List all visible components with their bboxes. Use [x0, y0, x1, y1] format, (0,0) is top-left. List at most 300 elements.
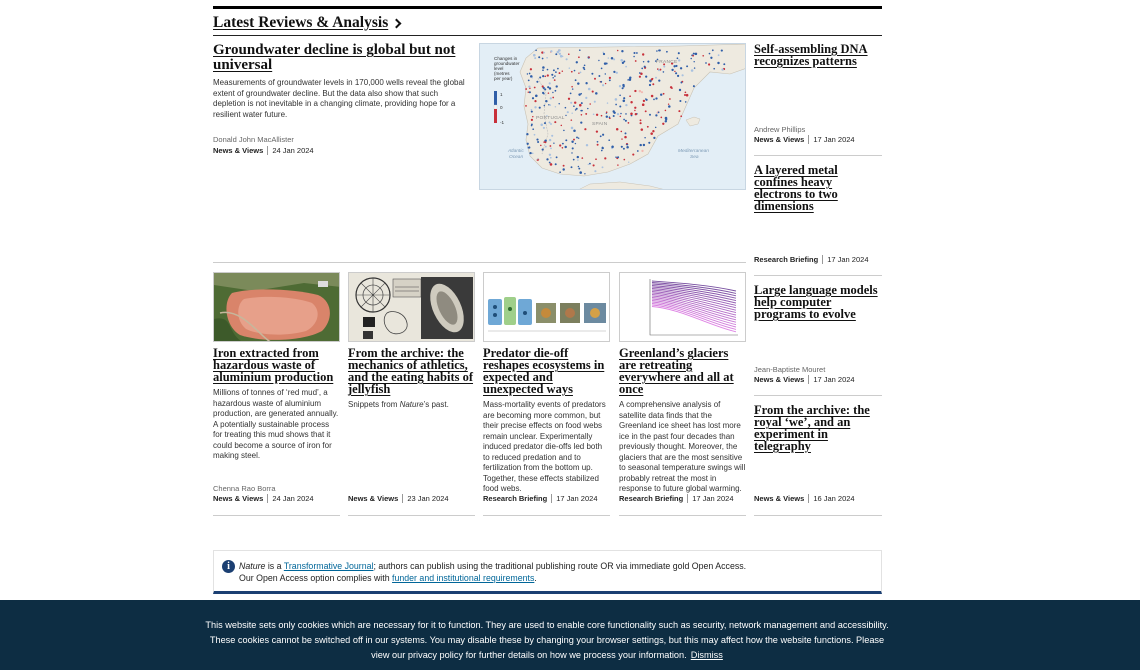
well-dot [640, 144, 642, 146]
well-dot [556, 156, 558, 158]
well-dot [584, 128, 586, 130]
well-dot [555, 163, 557, 165]
meta-divider [808, 375, 809, 384]
right-article-3 [754, 284, 882, 396]
open-access-line-2 [239, 572, 746, 584]
cookie-banner [0, 600, 1140, 670]
well-dot [663, 66, 665, 68]
card-article-4-summary: A comprehensive analysis of satellite data finds that the Greenland ice sheet has lost more ice in the past four decades than previously thought. Moreover, the glaciers that are the most sensitive to seasonal temperature swings will probably retreat the most in response to future global warming. [619, 400, 746, 493]
well-dot [591, 73, 593, 75]
well-dot [545, 146, 547, 148]
card-article-2-title[interactable]: From the archive: the mechanics of athletics, and the eating habits of jellyfish [348, 346, 474, 396]
well-dot [573, 159, 575, 161]
well-dot [643, 61, 644, 62]
well-dot [605, 73, 606, 74]
well-dot [680, 82, 682, 84]
well-dot [542, 66, 545, 69]
well-dot [565, 107, 567, 109]
well-dot [543, 52, 545, 54]
well-dot [549, 122, 551, 124]
well-dot [721, 68, 723, 70]
well-dot [645, 98, 647, 100]
well-dot [627, 79, 629, 81]
well-dot [575, 143, 576, 144]
article-type: Research Briefing [754, 255, 819, 264]
section-title-link[interactable]: Latest Reviews & Analysis [213, 14, 389, 31]
well-dot [579, 49, 581, 51]
well-dot [634, 107, 636, 109]
well-dot [616, 128, 619, 131]
well-dot [653, 99, 655, 101]
well-dot [626, 146, 629, 149]
well-dot [555, 71, 557, 73]
well-dot [571, 152, 572, 153]
well-dot [533, 54, 536, 57]
well-dot [546, 57, 548, 59]
well-dot [588, 56, 590, 58]
well-dot [586, 144, 588, 146]
well-dot [531, 125, 533, 127]
well-dot [562, 56, 564, 58]
well-dot [652, 130, 654, 132]
well-dot [639, 76, 641, 78]
card-article-1-author: Chenna Rao Borra [213, 484, 276, 493]
transformative-journal-link[interactable]: Transformative Journal [283, 561, 374, 571]
well-dot [584, 173, 585, 174]
well-dot [545, 100, 547, 102]
well-dot [568, 53, 570, 55]
well-dot [544, 122, 546, 124]
well-dot [544, 105, 546, 107]
well-dot [601, 68, 603, 70]
right-article-1 [754, 43, 882, 156]
well-dot [593, 164, 595, 166]
well-dot [530, 68, 532, 70]
well-dot [536, 139, 538, 141]
well-dot [542, 92, 544, 94]
well-dot [602, 84, 604, 86]
well-dot [621, 138, 622, 139]
open-access-notice [213, 550, 882, 594]
well-dot [567, 111, 569, 113]
well-dot [666, 51, 668, 53]
well-dot [684, 94, 686, 96]
archive-illustration-image[interactable] [348, 272, 475, 342]
well-dot [550, 123, 552, 125]
article-type: News & Views [754, 375, 805, 384]
article-type: News & Views [213, 146, 264, 155]
well-dot [549, 139, 551, 141]
well-dot [604, 157, 606, 159]
iberia-map-graphic [480, 44, 746, 190]
well-dot [531, 109, 533, 111]
article-date: 17 Jan 2024 [813, 135, 855, 144]
right-article-4 [754, 404, 882, 516]
well-dot [662, 123, 664, 125]
well-dot [636, 52, 638, 54]
well-dot [529, 91, 531, 93]
well-dot [694, 67, 695, 68]
well-dot [616, 72, 618, 74]
well-dot [677, 57, 679, 59]
article-type: Research Briefing [483, 494, 548, 503]
well-dot [602, 166, 604, 168]
legend-tick-minus1: -1 [500, 120, 505, 125]
well-dot [527, 143, 529, 145]
well-dot [566, 58, 568, 60]
well-dot [604, 62, 607, 65]
well-dot [562, 143, 564, 145]
well-dot [668, 103, 669, 104]
well-dot [581, 157, 583, 159]
well-dot [680, 67, 682, 69]
well-dot [640, 119, 642, 121]
well-dot [525, 88, 527, 90]
well-dot [565, 139, 567, 141]
well-dot [542, 85, 544, 87]
well-dot [649, 84, 651, 86]
well-dot [669, 98, 671, 100]
well-dot [550, 97, 552, 99]
well-dot [568, 98, 570, 100]
well-dot [559, 171, 561, 173]
well-dot [679, 89, 681, 91]
well-dot [595, 92, 598, 95]
well-dot [723, 63, 725, 65]
well-dot [537, 141, 539, 143]
card-article-3-meta [483, 494, 598, 503]
card-article-3-title[interactable]: Predator die-off reshapes ecosystems in expected and unexpected ways [483, 346, 605, 396]
legend-title-2: groundwater [494, 61, 520, 66]
card-article-4-meta [619, 494, 734, 503]
well-dot [534, 100, 536, 102]
well-dot [624, 159, 626, 161]
well-dot [641, 128, 644, 131]
well-dot [673, 65, 675, 67]
well-dot [634, 110, 635, 111]
well-dot [606, 116, 608, 118]
well-dot [546, 158, 548, 160]
right-article-4-title[interactable]: From the archive: the royal ‘we’, and an experiment in telegraphy [754, 403, 870, 453]
well-dot [613, 58, 615, 60]
well-dot [622, 87, 624, 89]
well-dot [579, 171, 582, 174]
well-dot [630, 101, 632, 103]
well-dot [550, 157, 552, 159]
well-dot [602, 147, 604, 149]
well-dot [559, 72, 561, 74]
well-dot [535, 95, 538, 98]
well-dot [539, 107, 541, 109]
well-dot [578, 56, 580, 58]
well-dot [556, 85, 558, 87]
well-dot [643, 144, 645, 146]
well-dot [601, 115, 603, 117]
well-dot [608, 139, 610, 141]
well-dot [528, 147, 530, 149]
well-dot [574, 101, 576, 103]
label-atlantic-2: Ocean [509, 155, 524, 160]
well-dot [596, 114, 598, 116]
well-dot [609, 116, 611, 118]
well-dot [619, 95, 621, 97]
well-dot [554, 79, 556, 81]
well-dot [537, 159, 538, 160]
well-dot [577, 82, 579, 84]
well-dot [571, 127, 574, 130]
well-dot [617, 50, 619, 52]
well-dot [685, 91, 687, 93]
well-dot [691, 69, 694, 72]
well-dot [529, 88, 530, 89]
lead-article [213, 43, 471, 155]
well-dot [615, 104, 617, 106]
well-dot [576, 136, 578, 138]
well-dot [613, 110, 615, 112]
legend-title-4: (metres [494, 71, 510, 76]
well-dot [549, 82, 551, 84]
balearic-islands [686, 117, 700, 126]
well-dot [623, 97, 625, 99]
well-dot [658, 69, 660, 71]
well-dot [585, 97, 587, 99]
groundwater-map-image[interactable] [479, 43, 746, 190]
well-dot [597, 144, 599, 146]
well-dot [575, 79, 577, 81]
well-dot [580, 110, 582, 112]
well-dot [534, 87, 536, 89]
red-mud-photo[interactable] [213, 272, 340, 342]
well-dot [534, 106, 536, 108]
right-article-3-title[interactable]: Large language models help computer programs to evolve [754, 283, 878, 321]
well-dot [625, 120, 627, 122]
glacier-retreat-chart-image[interactable] [619, 272, 746, 342]
well-dot [583, 67, 585, 69]
well-dot [531, 119, 533, 121]
section-header[interactable] [213, 9, 882, 36]
predator-experiment-diagram[interactable] [483, 272, 610, 342]
map-legend [494, 56, 520, 125]
well-dot [552, 77, 554, 79]
well-dot [622, 84, 624, 86]
well-dot [535, 50, 537, 52]
well-dot [594, 170, 596, 172]
well-dot [609, 79, 611, 81]
well-dot [581, 114, 583, 116]
article-date: 24 Jan 2024 [272, 494, 314, 503]
well-dot [532, 152, 534, 154]
iberian-peninsula-land [520, 44, 746, 176]
well-dot [650, 81, 652, 83]
well-dot [574, 70, 576, 72]
well-dot [648, 142, 650, 144]
well-dot [619, 85, 621, 87]
well-dot [656, 50, 658, 52]
well-dot [621, 50, 623, 52]
well-dot [573, 130, 576, 133]
well-dot [721, 50, 723, 52]
label-portugal: PORTUGAL [536, 116, 565, 121]
well-dot [581, 102, 583, 104]
well-dot [625, 113, 627, 115]
well-dot [577, 159, 578, 160]
well-dot [571, 112, 572, 113]
well-dot [677, 75, 679, 77]
right-article-1-meta [754, 135, 855, 144]
well-dot [633, 56, 635, 58]
well-dot [588, 88, 591, 91]
well-dot [668, 105, 671, 108]
well-dot [628, 162, 629, 163]
right-article-1-title[interactable]: Self-assembling DNA recognizes patterns [754, 42, 868, 68]
lead-article-title[interactable]: Groundwater decline is global but not universal [213, 42, 456, 73]
well-dot [580, 72, 582, 74]
well-dot [619, 106, 621, 108]
lead-article-author: Donald John MacAllister [213, 135, 294, 144]
well-dot [613, 115, 615, 117]
well-dot [548, 92, 550, 94]
funder-requirements-link[interactable]: funder and institutional requirements [392, 573, 535, 583]
well-dot [563, 130, 565, 132]
well-dot [553, 142, 554, 143]
well-dot [617, 164, 618, 165]
well-dot [532, 128, 534, 130]
card-article-1-meta [213, 494, 314, 503]
lead-article-summary: Measurements of groundwater levels in 170,000 wells reveal the global extent of groundwater decline. But the data also show that such depletion is not inevitable in a changing climate, providing hope for a resilient water future. [213, 78, 465, 119]
well-dot [557, 68, 559, 70]
well-dot [542, 58, 544, 60]
well-dot [580, 93, 582, 95]
lead-article-meta [213, 146, 471, 155]
well-dot [562, 147, 564, 149]
well-dot [528, 85, 530, 87]
right-article-2-title[interactable]: A layered metal confines heavy electrons to two dimensions [754, 163, 838, 213]
journal-name: Nature [239, 561, 266, 571]
well-dot [529, 73, 531, 75]
well-dot [539, 76, 541, 78]
well-dot [584, 64, 586, 66]
card-article-3-summary: Mass-mortality events of predators are becoming more common, but their precise effects on food webs remain unclear. Experimentally induced predator die-offs led both to reduced predation and to fertilization from the bottom up. Together, these effects stabilized food webs. [483, 400, 606, 493]
well-dot [629, 95, 631, 97]
well-dot [628, 122, 630, 124]
label-france: FRANCE [656, 60, 678, 65]
well-dot [660, 117, 662, 119]
well-dot [639, 72, 641, 74]
well-dot [589, 103, 591, 105]
well-dot [550, 163, 553, 166]
article-type: News & Views [754, 135, 805, 144]
well-dot [613, 71, 615, 73]
well-dot [615, 98, 618, 101]
legend-zero-swatch [494, 105, 497, 109]
well-dot [634, 90, 636, 92]
article-date: 17 Jan 2024 [692, 494, 734, 503]
well-dot [658, 112, 660, 114]
well-dot [635, 113, 637, 115]
well-dot [658, 79, 660, 81]
well-dot [611, 146, 614, 149]
well-dot [597, 141, 599, 143]
well-dot [571, 71, 573, 73]
well-dot [670, 86, 672, 88]
well-dot [578, 137, 580, 139]
well-dot [600, 81, 602, 83]
well-dot [603, 53, 605, 55]
right-article-4-meta [754, 494, 855, 503]
article-date: 17 Jan 2024 [556, 494, 598, 503]
well-dot [543, 127, 545, 129]
well-dot [693, 85, 695, 87]
well-dot [652, 78, 654, 80]
well-dot [713, 68, 715, 70]
well-dot [529, 152, 531, 154]
article-date: 17 Jan 2024 [813, 375, 855, 384]
well-dot [572, 147, 574, 149]
well-dot [653, 137, 655, 139]
latest-reviews-section [213, 6, 882, 36]
well-dot [572, 88, 573, 89]
legend-title-1: Changes in [494, 56, 518, 61]
article-type: News & Views [213, 494, 264, 503]
well-dot [571, 141, 573, 143]
card-article-4 [619, 272, 746, 516]
well-dot [540, 124, 543, 127]
well-dot [675, 65, 677, 67]
dismiss-cookie-button[interactable]: Dismiss [690, 650, 723, 660]
well-dot [605, 83, 606, 84]
well-dot [552, 92, 553, 93]
well-dot [555, 53, 557, 55]
well-dot [551, 74, 553, 76]
well-dot [547, 69, 549, 71]
well-dot [674, 71, 675, 72]
well-dot [570, 102, 572, 104]
legend-tick-1: 1 [500, 92, 503, 97]
card-article-4-title[interactable]: Greenland’s glaciers are retreating everywhere and all at once [619, 346, 734, 396]
right-article-3-author: Jean-Baptiste Mouret [754, 365, 826, 374]
well-dot [542, 69, 544, 71]
well-dot [578, 168, 580, 170]
well-dot [695, 53, 698, 56]
legend-rise-swatch [494, 91, 497, 105]
well-dot [625, 66, 627, 68]
africa-coast [576, 182, 670, 190]
well-dot [624, 136, 627, 139]
card-article-1-title[interactable]: Iron extracted from hazardous waste of aluminium production [213, 346, 334, 384]
well-dot [534, 134, 536, 136]
well-dot [578, 166, 580, 168]
summary-text: Snippets from [348, 400, 400, 409]
meta-divider [822, 255, 823, 264]
open-access-line-1 [239, 560, 746, 572]
well-dot [577, 156, 579, 158]
well-dot [553, 69, 555, 71]
well-dot [536, 81, 538, 83]
well-dot [630, 113, 633, 116]
well-dot [658, 49, 660, 51]
well-dot [585, 113, 587, 115]
article-date: 16 Jan 2024 [813, 494, 855, 503]
well-dot [534, 57, 536, 59]
well-dot [712, 49, 714, 51]
card-article-2-summary [348, 400, 475, 411]
meta-divider [808, 135, 809, 144]
well-dot [550, 50, 552, 52]
well-dot [678, 110, 680, 112]
well-dot [525, 105, 527, 107]
well-dot [632, 154, 634, 156]
well-dot [532, 97, 534, 99]
